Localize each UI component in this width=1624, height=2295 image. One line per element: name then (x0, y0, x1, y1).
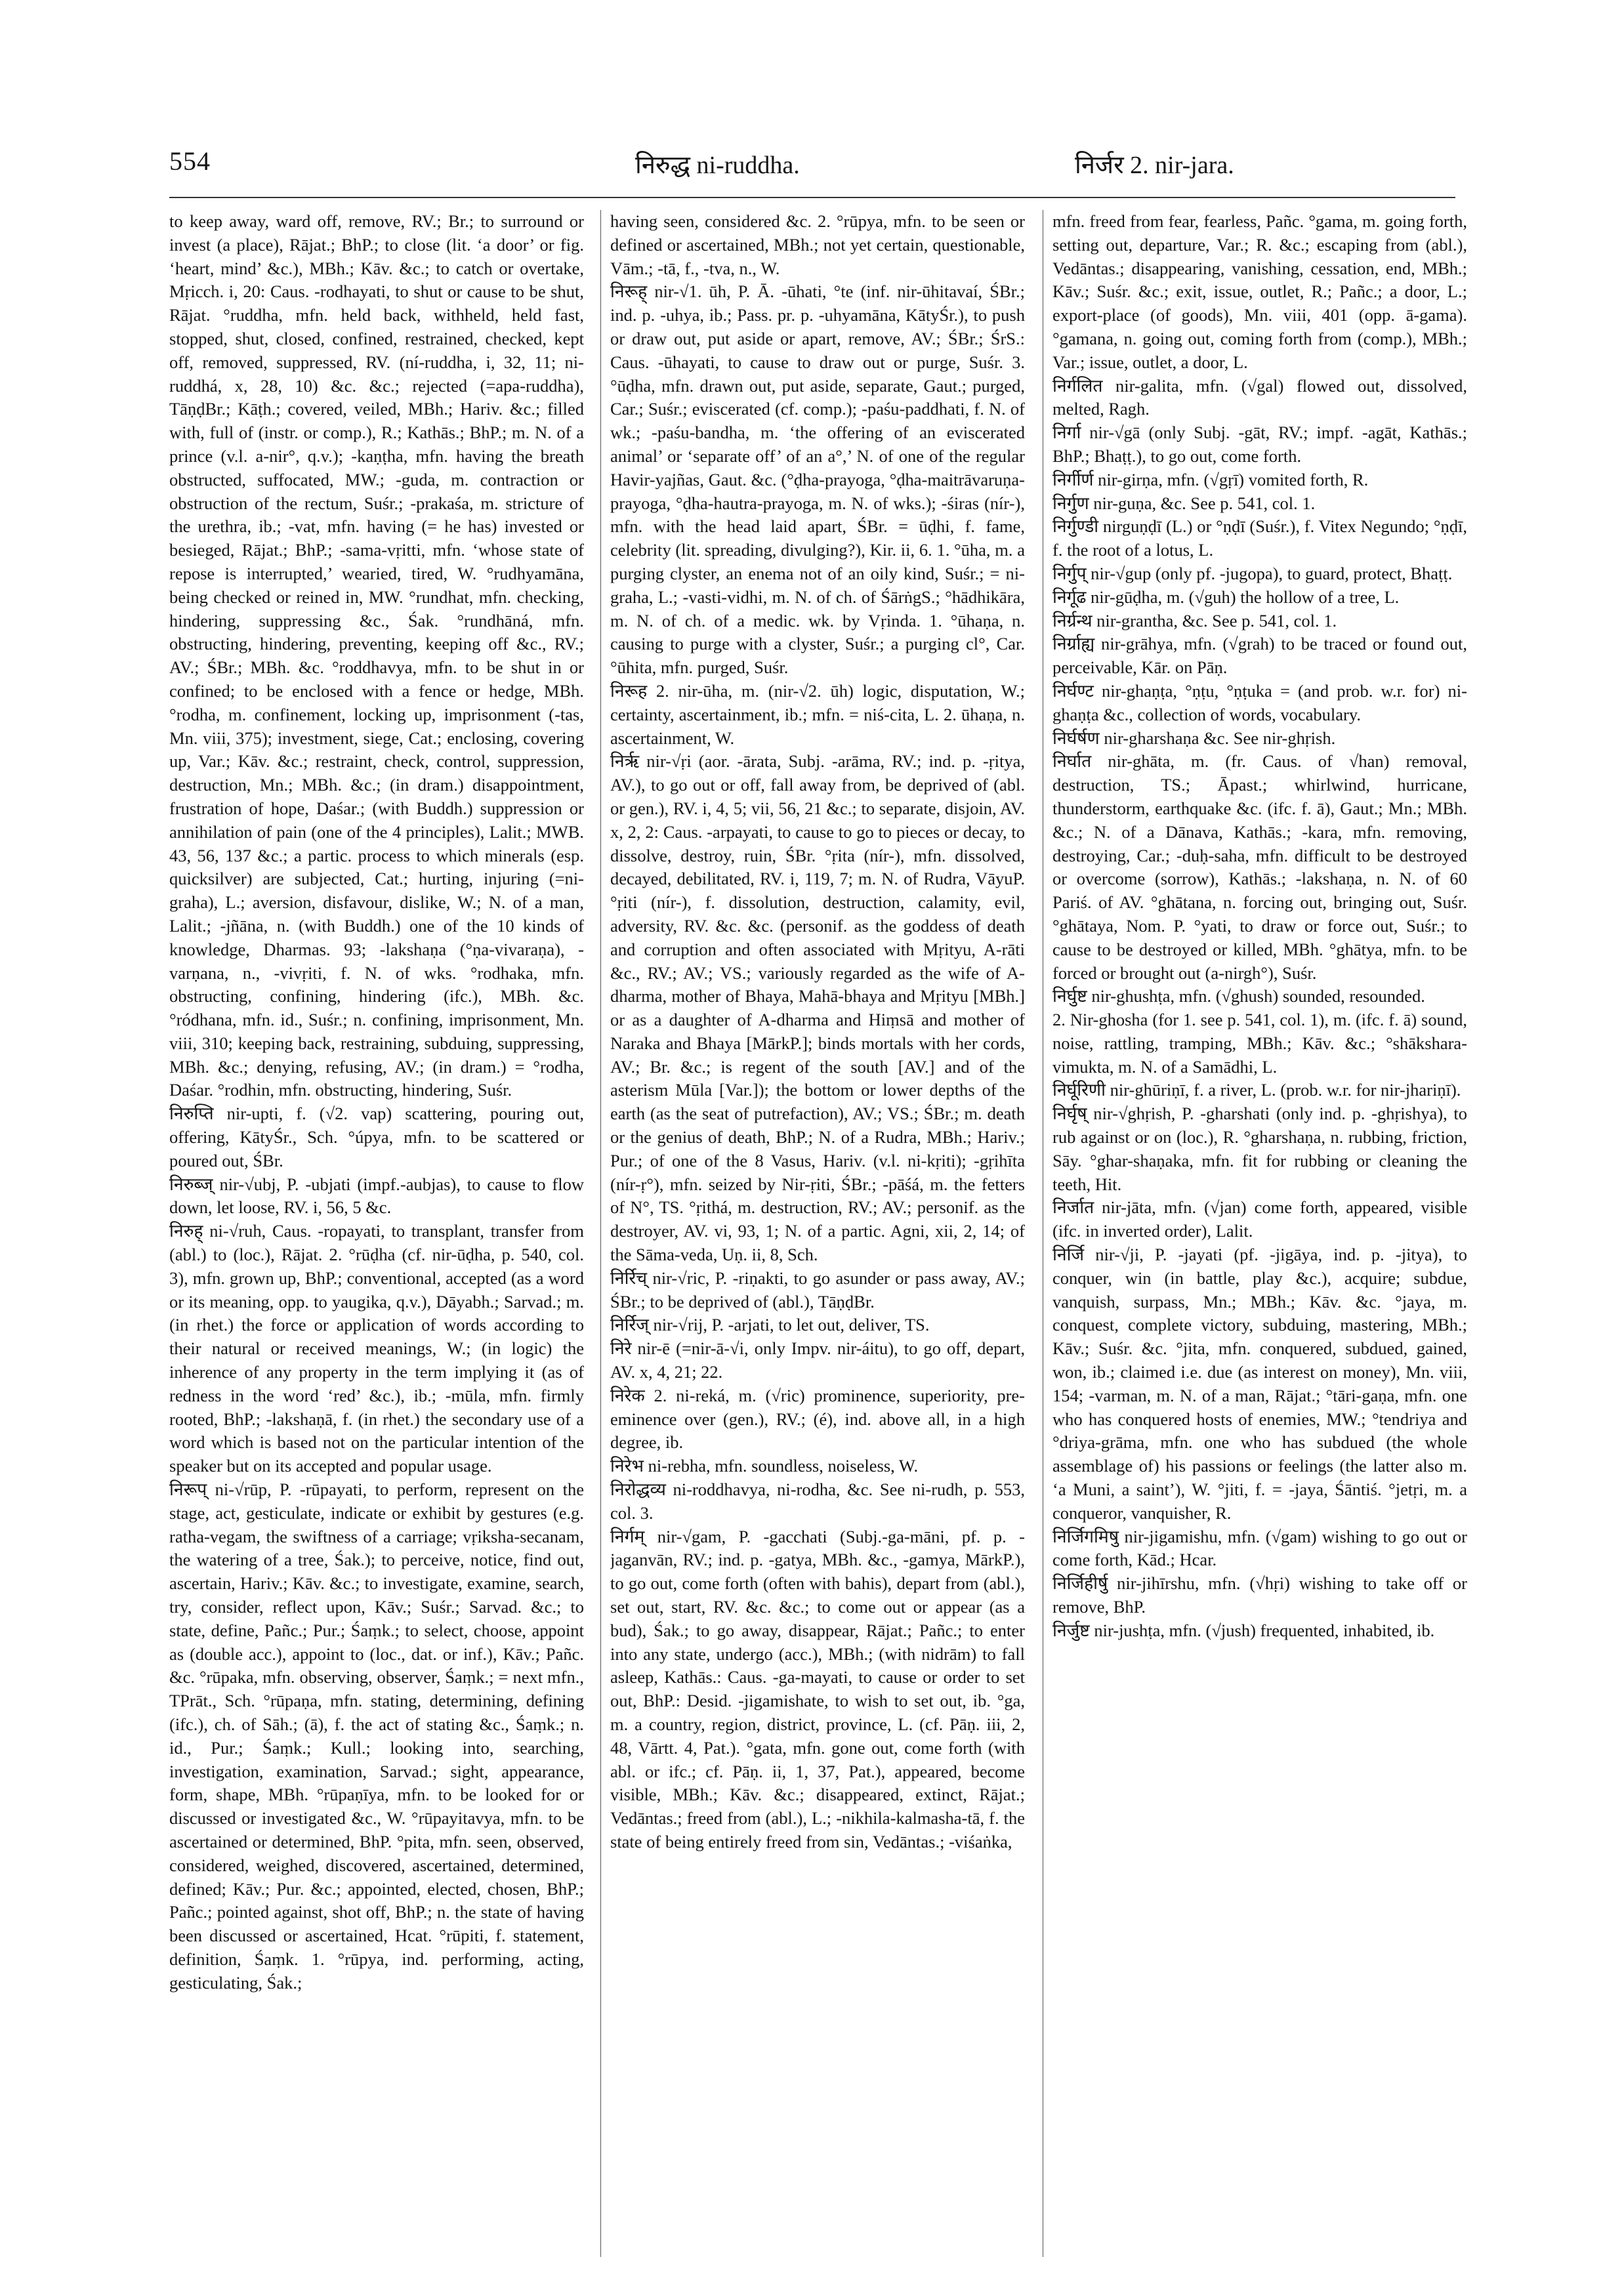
column-divider (600, 210, 601, 2257)
entry-text: निर्घूरिणी nir-ghūriṇī, f. a river, L. (prob. w.r. for nir-jhariṇī). (1052, 1080, 1461, 1100)
entry-text: having seen, considered &c. 2. °rūpya, mfn. to be seen or defined or ascertained, MBh.; not yet certain, questionable, Vām.; -tā, f., -tva, n., W. (610, 211, 1025, 278)
header-rule (169, 197, 1455, 198)
entry-text: 2. Nir-ghosha (for 1. see p. 541, col. 1), m. (ifc. f. ā) sound, noise, rattling, tramping, MBh.; Kāv. &c.; °shākshara-vimukta, m. N. of a Samādhi, L. (1052, 1010, 1467, 1077)
entry-text: निरूप् ni-√rūp, P. -rūpayati, to perform, represent on the stage, act, gesticulate, indicate or exhibit by gestures (e.g. ratha-vegam, the swiftness of a carriage; vṛiksha-secanam, the watering of a tree, Śak.); to perceive, notice, find out, ascertain, Hariv.; Kāv. &c.; to investigate, examine, search, try, consider, reflect upon, Kāv.; Suśr.; Sarvad. &c.; to state, define, Pañc.; Pur.; Śaṃk.; to select, choose, appoint as (double acc.), appoint to (loc., dat. or inf.), Kāv.; Pañc. &c. °rūpaka, mfn. observing, observer, Śaṃk.; = next mfn., TPrāt., Sch. °rūpaṇa, mfn. stating, determining, defining (ifc.), ch. of Sāh.; (ā), f. the act of stating &c., Śaṃk.; n. id., Pur.; Śaṃk.; Kull.; looking into, searching, investigation, examination, Sarvad.; sight, appearance, form, shape, MBh. °rūpaṇīya, mfn. to be looked for or discussed or investigated &c., W. °rūpayitavya, mfn. to be ascertained or determined, BhP. °pita, mfn. seen, observed, considered, weighed, discovered, ascertained, determined, defined; Kāv.; Pur. &c.; appointed, elected, chosen, BhP.; Pañc.; pointed against, shot off, BhP.; n. the state of having been discussed or ascertained, Hcat. °rūpiti, f. statement, definition, Śaṃk. 1. °rūpya, ind. performing, acting, gesticulating, Śak.; (169, 1479, 584, 1993)
entry-text: निर्गूढ nir-gūḍha, m. (√guh) the hollow of a tree, L. (1052, 587, 1400, 607)
entry-text: निर्ग्राह्य nir-grāhya, mfn. (√grah) to be traced or found out, perceivable, Kār. on Pāṇ. (1052, 634, 1467, 678)
entry-text: निर्घण्ट nir-ghaṇṭa, °ṇṭu, °ṇṭuka = (and prob. w.r. for) ni-ghaṇṭa &c., collection of words, vocabulary. (1052, 680, 1467, 724)
entry-text: निर्गुण्डी nirguṇḍī (L.) or °ṇḍī (Suśr.), f. Vitex Negundo; °ṇḍī, f. the root of a lotus, L. (1052, 516, 1467, 560)
entry-text: निर्जिगमिषु nir-jigamishu, mfn. (√gam) wishing to go out or come forth, Kād.; Hcar. (1052, 1526, 1467, 1570)
column-2 (610, 210, 1025, 2257)
entry-text: निर्ग्रन्थ nir-grantha, &c. See p. 541, col. 1. (1052, 610, 1337, 631)
entry-text: निर्घुष्ट nir-ghushṭa, mfn. (√ghush) sounded, resounded. (1052, 986, 1425, 1006)
entry-text: निर्घात nir-ghāta, m. (fr. Caus. of √han) removal, destruction, TS.; Āpast.; whirlwind, hurricane, thunderstorm, earthquake &c. (ifc. f. ā), Gaut.; Mn.; MBh. &c.; N. of a Dānava, Kathās.; -kara, mfn. removing, destroying, Car.; -duḥ-saha, mfn. difficult to be destroyed or overcome (sorrow), Kathās.; -lakshaṇa, n. N. of 60 Pariś. of AV. °ghātana, n. forcing out, bringing out, Suśr. °ghātaya, Nom. P. °yati, to draw or force out, Suśr.; to cause to be destroyed or killed, MBh. °ghātya, mfn. to be forced or brought out (a-nirgh°), Suśr. (1052, 751, 1467, 983)
entry-text: निर्घर्षण nir-gharshaṇa &c. See nir-ghṛish. (1052, 728, 1336, 748)
entry-text: निरेक 2. ni-reká, m. (√ric) prominence, superiority, pre-eminence over (gen.), RV.; (é), ind. above all, in a high degree, ib. (610, 1385, 1025, 1453)
entry-text: निर्गलित nir-galita, mfn. (√gal) flowed out, dissolved, melted, Ragh. (1052, 375, 1467, 419)
entry-text: निर्रिच् nir-√ric, P. -riṇakti, to go asunder or pass away, AV.; ŚBr.; to be deprived of (abl.), TāṇḍBr. (610, 1268, 1025, 1312)
entry-text: निर्जि nir-√ji, P. -jayati (pf. -jigāya, ind. p. -jitya), to conquer, win (in battle, play &c.), acquire; subdue, vanquish, surpass, Mn.; MBh.; Kāv. &c. °jaya, m. conquest, complete victory, subduing, mastering, MBh.; Kāv.; Suśr. &c. °jita, mfn. conquered, subdued, gained, won, ib.; claimed i.e. due (as interest on money), Mn. viii, 154; -varman, m. N. of a man, Rājat.; °tāri-gaṇa, mfn. one who has conquered hosts of enemies, MW.; °tendriya and °driya-grāma, mfn. one who has subdued (the whole assemblage of) his passions or feelings (the latter also m. ‘a Muni, a saint’), W. °jiti, f. = -jaya, Śāntiś. °jetṛi, m. a conqueror, vanquisher, R. (1052, 1245, 1467, 1523)
running-header (169, 146, 1455, 192)
entry-text: निर्गुण nir-guṇa, &c. See p. 541, col. 1. (1052, 493, 1316, 513)
entry-text: निर्गुप् nir-√gup (only pf. -jugopa), to guard, protect, Bhaṭṭ. (1052, 563, 1453, 583)
entry-text: निर्जात nir-jāta, mfn. (√jan) come forth, appeared, visible (ifc. in inverted order), Lalit. (1052, 1197, 1467, 1241)
page-number: 554 (169, 146, 211, 176)
entry-text: निर्गम् nir-√gam, P. -gacchati (Subj.-ga-māni, pf. p. -jaganvān, RV.; ind. p. -gatya, MBh. &c., -gamya, MārkP.), to go out, come forth (often with bahis), depart from (abl.), set out, start, RV. &c. &c.; to come out or appear (as a bud), Śak.; to go away, disappear, Rājat.; Pañc.; to enter into any state, undergo (acc.), MBh.; (with nidrām) to fall asleep, Kathās.: Caus. -ga-mayati, to cause or order to set out, BhP.: Desid. -jigamishate, to wish to set out, ib. °ga, m. a country, region, district, province, L. (cf. Pāṇ. iii, 2, 48, Vārtt. 4, Pat.). °gata, mfn. gone out, come forth (with abl. or ifc.; cf. Pāṇ. ii, 1, 37, Pat.), appeared, become visible, MBh.; Kāv. &c.; disappeared, extinct, Rājat.; Vedāntas.; freed from (abl.), L.; -nikhila-kalmasha-tā, f. the state of being entirely freed from sin, Vedāntas.; -viśaṅka, (610, 1526, 1025, 1851)
entry-text: निर्घृष् nir-√ghṛish, P. -gharshati (only ind. p. -ghṛishya), to rub against or on (loc.), R. °gharshaṇa, n. rubbing, friction, Sāy. °ghar-shaṇaka, mfn. fit for rubbing or cleaning the teeth, Hit. (1052, 1104, 1467, 1194)
entry-text: निर्गीर्ण nir-girṇa, mfn. (√gṛī) vomited forth, R. (1052, 469, 1369, 489)
entry-text: निरेभ ni-rebha, mfn. soundless, noiseless, W. (610, 1456, 919, 1476)
column-1 (169, 210, 584, 2257)
entry-text: निरृ nir-√ṛi (aor. -ārata, Subj. -arāma, RV.; ind. p. -ṛitya, AV.), to go out or off, fall away from, be deprived of (abl. or gen.), RV. i, 4, 5; vii, 56, 21 &c.; to separate, disjoin, AV. x, 2, 2: Caus. -arpayati, to cause to go to pieces or decay, to dissolve, destroy, ruin, ŚBr. °ṛita (nír-), mfn. dissolved, decayed, debilitated, RV. i, 119, 7; m. N. of Rudra, VāyuP. °ṛiti (nír-), f. dissolution, destruction, calamity, evil, adversity, RV. &c. &c. (personif. as the goddess of death and corruption and often associated with Mṛityu, A-rāti &c., RV.; AV.; VS.; variously regarded as the wife of A-dharma, mother of Bhaya, Mahā-bhaya and Mṛityu [MBh.] or as a daughter of A-dharma and Hiṃsā and mother of Naraka and Bhaya [MārkP.]; binds mortals with her cords, AV.; Br. &c.; is regent of the south [AV.] and of the asterism Mūla [Var.]); the bottom or lower depths of the earth (as the seat of putrefaction), AV.; VS.; ŚBr.; m. death or the genius of death, BhP.; N. of a Rudra, MBh.; Hariv.; Pur.; of one of the 8 Vasus, Hariv. (v.l. ni-kṛiti); -gṛihīta (nír-ṛ°), mfn. seized by Nir-ṛiti, ŚBr.; -pāśá, m. the fetters of N°, TS. °ṛithá, m. destruction, RV.; AV.; personif. as the destroyer, AV. vi, 93, 1; N. of a partic. Agni, xii, 2, 14; of the Sāma-veda, Uṇ. ii, 8, Sch. (610, 751, 1025, 1265)
entry-text: निरोद्धव्य ni-roddhavya, ni-rodha, &c. See ni-rudh, p. 553, col. 3. (610, 1479, 1025, 1523)
entry-text: to keep away, ward off, remove, RV.; Br.; to surround or invest (a place), Rājat.; BhP.; to close (lit. ‘a door’ or fig. ‘heart, mind’ &c.), MBh.; Kāv. &c.; to catch or overtake, Mṛicch. i, 20: Caus. -rodhayati, to shut or cause to be shut, Rājat. °ruddha, mfn. held back, withheld, held fast, stopped, shut, closed, confined, restrained, checked, kept off, removed, suppressed, RV. (ní-ruddha, i, 32, 11; ni-ruddhá, x, 28, 10) &c. &c.; rejected (=apa-ruddha), TāṇḍBr.; Kāṭh.; covered, veiled, MBh.; Hariv. &c.; filled with, full of (instr. or comp.), R.; Kathās.; BhP.; m. N. of a prince (v.l. a-nir°, q.v.); -kaṇṭha, mfn. having the breath obstructed, suffocated, MW.; -guda, m. contraction or obstruction of the rectum, Suśr.; -prakaśa, m. stricture of the urethra, ib.; -vat, mfn. having (= he has) invested or besieged, Rājat.; BhP.; -sama-vṛitti, mfn. ‘whose state of repose is interrupted,’ wearied, tired, W. °rudhyamāna, being checked or reined in, MW. °rundhat, mfn. checking, hindering, suppressing &c., Śak. °rundhāná, mfn. obstructing, hindering, preventing, keeping off &c., RV.; AV.; ŚBr.; MBh. &c. °roddhavya, mfn. to be shut in or confined; to be enclosed with a fence or hedge, MBh. °rodha, m. confinement, locking up, imprisonment (-tas, Mn. viii, 375); investment, siege, Cat.; enclosing, covering up, Var.; Kāv. &c.; restraint, check, control, suppression, destruction, Mn.; MBh. &c.; (in dram.) disappointment, frustration of hope, Daśar.; (with Buddh.) suppression or annihilation of pain (one of the 4 principles), Lalit.; MWB. 43, 56, 137 &c.; a partic. process to which minerals (esp. quicksilver) are subjected, Cat.; hurting, injuring (=ni-graha), L.; aversion, disfavour, dislike, W.; N. of a man, Lalit.; -jñāna, n. (with Buddh.) one of the 10 kinds of knowledge, Dharmas. 93; -lakshaṇa (°ṇa-vivaraṇa), -varṇana, n., -vivṛiti, f. N. of wks. °rodhaka, mfn. obstructing, confining, hindering (ifc.), MBh. &c. °ródhana, mfn. id., Suśr.; n. confining, imprisonment, Mn. viii, 310; keeping back, restraining, subduing, suppressing, MBh. &c.; denying, refusing, AV.; (in dram.) = °rodha, Daśar. °rodhin, mfn. obstructing, hindering, Suśr. (169, 211, 584, 1100)
entry-text: निरे nir-ē (=nir-ā-√i, only Impv. nir-áitu), to go off, depart, AV. x, 4, 21; 22. (610, 1338, 1025, 1382)
column-3 (1052, 210, 1467, 2257)
left-running-headword: निरुद्ध ni-ruddha. (635, 152, 800, 179)
entry-text: निर्जुष्ट nir-jushṭa, mfn. (√jush) frequented, inhabited, ib. (1052, 1620, 1435, 1640)
entry-text: निरूह् nir-√1. ūh, P. Ā. -ūhati, °te (inf. nir-ūhitavaí, ŚBr.; ind. p. -uhya, ib.; Pass. pr. p. -uhyamāna, KātyŚr.), to push or draw out, put aside or apart, remove, AV.; ŚBr.; ŚrS.: Caus. -ūhayati, to cause to draw out or purge, Suśr. 3. °ūḍha, mfn. drawn out, put aside, separate, Gaut.; purged, Car.; Suśr.; eviscerated (cf. comp.); -paśu-paddhati, f. N. of wk.; -paśu-bandha, m. ‘the offering of an eviscerated animal’ or ‘separate off’ of an a°,’ N. of one of the regular Havir-yajñas, Gaut. &c. (°ḍha-prayoga, °ḍha-maitrāvaruṇa-prayoga, °ḍha-hautra-prayoga, m. N. of wks.); -śiras (nír-), mfn. with the head laid apart, ŚBr. = ūḍhi, f. fame, celebrity (lit. spreading, divulging?), Kir. ii, 6. 1. °ūha, m. a purging clyster, an enema not of an oily kind, Suśr.; = ni-graha, L.; -vasti-vidhi, m. N. of ch. of ŚārṅgS.; °hādhikāra, m. N. of ch. of a medic. wk. by Vṛinda. 1. °ūhaṇa, n. causing to purge with a clyster, Suśr.; a purging cl°, Car. °ūhita, mfn. purged, Suśr. (610, 281, 1025, 678)
entry-text: निर्जिहीर्षु nir-jihīrshu, mfn. (√hṛi) wishing to take off or remove, BhP. (1052, 1573, 1467, 1617)
entry-text: mfn. freed from fear, fearless, Pañc. °gama, m. going forth, setting out, departure, Var.; R. &c.; escaping from (abl.), Vedāntas.; disappearing, vanishing, cessation, end, MBh.; Kāv.; Suśr. &c.; exit, issue, outlet, R.; Pañc.; a door, L.; export-place (of goods), Mn. viii, 401 (opp. ā-gama). °gamana, n. going out, coming forth from (comp.), MBh.; Var.; issue, outlet, a door, L. (1052, 211, 1467, 372)
entry-text: निर्रिज् nir-√rij, P. -arjati, to let out, deliver, TS. (610, 1315, 930, 1335)
entry-text: निर्गा nir-√gā (only Subj. -gāt, RV.; impf. -agāt, Kathās.; BhP.; Bhaṭṭ.), to go out, come forth. (1052, 423, 1467, 466)
entry-text: निरुप्ति nir-upti, f. (√2. vap) scattering, pouring out, offering, KātyŚr., Sch. °úpya, mfn. to be scattered or poured out, ŚBr. (169, 1104, 584, 1170)
entry-text: निरूह 2. nir-ūha, m. (nir-√2. ūh) logic, disputation, W.; certainty, ascertainment, ib.; mfn. = niś-cita, L. 2. ūhaṇa, n. ascertainment, W. (610, 680, 1025, 748)
entry-text: निरुब्ज् nir-√ubj, P. -ubjati (impf.-aubjas), to cause to flow down, let loose, RV. i, 56, 5 &c. (169, 1174, 584, 1218)
right-running-headword: निर्जर 2. nir-jara. (1075, 152, 1234, 179)
entry-text: निरुह् ni-√ruh, Caus. -ropayati, to transplant, transfer from (abl.) to (loc.), Rājat. 2. °rūḍha (cf. nir-ūḍha, p. 540, col. 3), mfn. grown up, BhP.; conventional, accepted (as a word or its meaning, opp. to yaugika, q.v.), Dāyabh.; Sarvad.; m. (in rhet.) the force or application of words according to their natural or received meanings, W.; (in logic) the inherence of any property in the term implying it (as of redness in the word ‘red’ &c.), ib.; -mūla, mfn. firmly rooted, BhP.; -lakshaṇā, f. (in rhet.) the secondary use of a word which is based not on the particular intention of the speaker but on its accepted and popular usage. (169, 1221, 584, 1476)
